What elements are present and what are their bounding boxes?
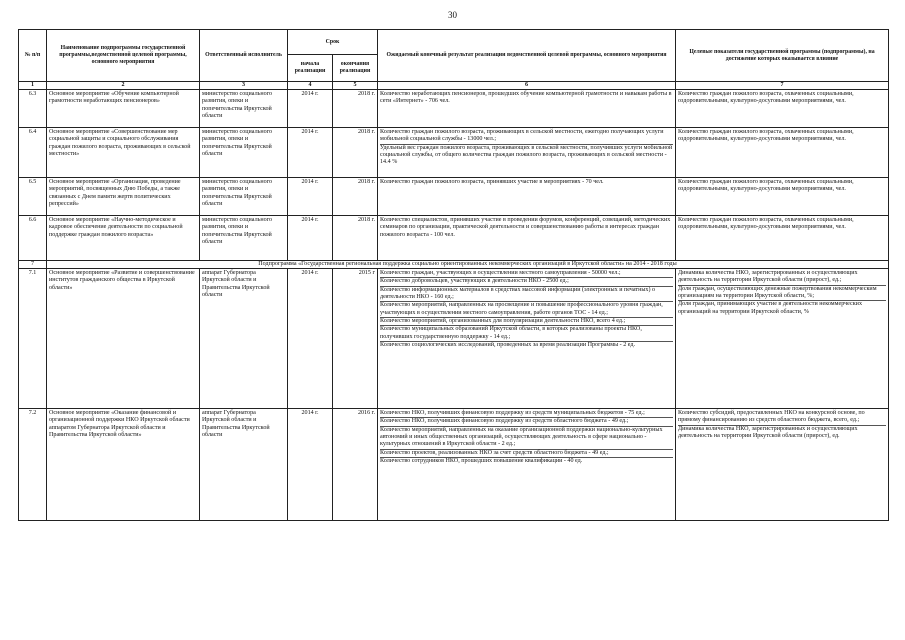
result-line: Количество мероприятий, направленных на оказание организационной поддержки национально-культурных автономий и иных общественных организаций, осуществляющих деятельность в сфере национально - культурных отношений в Иркутской области - 2 ед.; (380, 427, 673, 450)
row-start: 2014 г. (288, 90, 333, 128)
header-name: Наименование подпрограммы государственной программы,ведомственной целевой программы, основного мероприятия (47, 30, 200, 82)
row-end: 2016 г. (333, 409, 378, 521)
column-number: 3 (200, 82, 288, 90)
row-name: Основное мероприятие «Обучение компьютерной грамотности неработающих пенсионеров» (47, 90, 200, 128)
row-executor: министерство социального развития, опеки и попечительства Иркутской области (200, 178, 288, 216)
row-result (378, 178, 676, 216)
result-line: Количество граждан, участвующих в осуществлении местного самоуправления - 50000 чел.; (380, 270, 673, 278)
row-name: Основное мероприятие «Развитие и совершенствование институтов гражданского общества в Иркутской области» (47, 269, 200, 409)
table-row (19, 178, 889, 216)
result-line: Количество социологических исследований, проведенных за время реализации Программы - 2 ед. (380, 341, 636, 348)
row-name: Основное мероприятие «Оказание финансовой и организационной поддержки НКО Иркутской области аппаратом Губернатора Иркутской области и Правительства Иркутской области» (47, 409, 200, 521)
row-number: 7.2 (19, 409, 47, 521)
row-start: 2014 г. (288, 178, 333, 216)
header-executor: Ответственный исполнитель (200, 30, 288, 82)
row-result (378, 409, 676, 521)
row-end: 2018 г. (333, 90, 378, 128)
header-result: Ожидаемый конечный результат реализации ведомственной целевой программы, основного мероприятия (378, 30, 676, 82)
result-line: Количество неработающих пенсионеров, прошедших обучение компьютерной грамотности и навыкам работы в сети «Интернет» - 706 чел. (380, 91, 672, 105)
row-start: 2014 г. (288, 409, 333, 521)
table-row (19, 216, 889, 261)
result-line: Количество информационных материалов в средствах массовой информации (электронных и печатных) о деятельности НКО - 160 ед.; (380, 287, 673, 303)
column-number: 1 (19, 82, 47, 90)
column-number: 7 (676, 82, 889, 90)
row-number: 6.6 (19, 216, 47, 261)
row-start: 2014 г. (288, 269, 333, 409)
row-number: 7.1 (19, 269, 47, 409)
row-targets (676, 409, 889, 521)
target-line: Динамика количества НКО, зарегистрированных и осуществляющих деятельность на территории Иркутской области (прирост), ед.; (678, 270, 886, 286)
row-name: Основное мероприятие «Совершенствование мер социальной защиты и социального обслуживания граждан пожилого возраста, проживающих в сельской местности» (47, 128, 200, 178)
header-targets: Целевые показатели государственной программы (подпрограммы), на достижение которых оказывается влияние (676, 30, 889, 82)
row-name: Основное мероприятие «Организация, проведение мероприятий, посвященных Дню Победы, а также связанных с Днем памяти жертв политических репрессий» (47, 178, 200, 216)
row-start: 2014 г. (288, 128, 333, 178)
page-number: 30 (448, 10, 457, 20)
row-executor: министерство социального развития, опеки и попечительства Иркутской области (200, 128, 288, 178)
row-targets: Количество граждан пожилого возраста, охваченных социальными, оздоровительными, культурно-досуговыми мероприятиями, чел. (676, 90, 889, 128)
header-term: Срок (288, 30, 378, 55)
column-number: 6 (378, 82, 676, 90)
row-targets: Количество граждан пожилого возраста, охваченных социальными, оздоровительными, культурно-досуговыми мероприятиями, чел. (676, 128, 889, 178)
header-num: № п/п (19, 30, 47, 82)
row-number: 6.3 (19, 90, 47, 128)
result-line: Количество сотрудников НКО, прошедших повышение квалификации - 40 ед. (380, 457, 583, 464)
row-name: Основное мероприятие «Научно-методическое и кадровое обеспечение деятельности по социальной поддержке граждан пожилого возраста» (47, 216, 200, 261)
subprogram-row (19, 261, 889, 269)
row-executor: аппарат Губернатора Иркутской области и Правительства Иркутской области (200, 269, 288, 409)
result-line: Удельный вес граждан пожилого возраста, проживающих в сельской местности, получивших услуги мобильной социальной службы, от общего количества граждан пожилого возраста, проживающих в сельской местности - 14.4 % (380, 144, 673, 166)
row-start: 2014 г. (288, 216, 333, 261)
row-executor: министерство социального развития, опеки и попечительства Иркутской области (200, 216, 288, 261)
result-line: Количество граждан пожилого возраста, проживающих в сельской местности, ежегодно получающих услуги мобильной социальной службы - 13000 чел.; (380, 129, 673, 145)
target-line: Доля граждан, осуществляющих денежные пожертвования некоммерческим организациям на территории Иркутской области, %; (678, 286, 886, 302)
table-row (19, 90, 889, 128)
result-line: Количество добровольцев, участвующих в деятельности НКО - 2500 ед.; (380, 278, 673, 286)
result-line: Количество НКО, получивших финансовую поддержку из средств муниципальных бюджетов - 75 ед.; (380, 410, 673, 418)
result-line: Количество проектов, реализованных НКО за счет средств областного бюджета - 49 ед.; (380, 450, 673, 458)
column-number: 2 (47, 82, 200, 90)
row-result (378, 90, 676, 128)
target-line: Динамика количества НКО, зарегистрированных и осуществляющих деятельность на территории Иркутской области (прирост), ед. (678, 425, 858, 439)
row-targets: Количество граждан пожилого возраста, охваченных социальными, оздоровительными, культурно-досуговыми мероприятиями, чел. (676, 216, 889, 261)
target-line: Доля граждан, принимающих участие в деятельности некоммерческих организаций на территории Иркутской области, % (678, 301, 862, 315)
row-result (378, 216, 676, 261)
result-line: Количество граждан пожилого возраста, принявших участие в мероприятиях - 70 чел. (380, 179, 604, 185)
row-result (378, 128, 676, 178)
row-targets (676, 269, 889, 409)
program-table (18, 29, 889, 521)
header-end: окончания реализации (333, 55, 378, 82)
result-line: Количество специалистов, принявших участие в проведении форумов, конференций, совещаний, методических семинаров по организации, практической деятельности и совершенствованию работы в интересах граждан пожилого возраста - 100 чел. (380, 217, 671, 238)
row-end: 2018 г. (333, 216, 378, 261)
result-line: Количество мероприятий, направленных на просвещение и повышение профессионального уровня граждан, участвующих в осуществлении местного самоуправления, работе органов ТОС - 14 ед.; (380, 302, 673, 318)
column-number: 5 (333, 82, 378, 90)
row-end: 2018 г. (333, 128, 378, 178)
result-line: Количество НКО, получивших финансовую поддержку из средств областного бюджета - 49 ед.; (380, 418, 673, 426)
subprogram-number: 7 (19, 261, 47, 269)
row-executor: министерство социального развития, опеки и попечительства Иркутской области (200, 90, 288, 128)
table-row (19, 269, 889, 409)
row-result (378, 269, 676, 409)
column-number: 4 (288, 82, 333, 90)
result-line: Количество мероприятий, организованных для популяризации деятельности НКО, всего 4 ед.; (380, 318, 673, 326)
row-end: 2018 г. (333, 178, 378, 216)
row-number: 6.4 (19, 128, 47, 178)
subprogram-title: Подпрограмма «Государственная региональная поддержка социально ориентированных некоммерческих организаций в Иркутской области» на 2014 - 2018 годы (47, 261, 889, 269)
table-row (19, 409, 889, 521)
row-number: 6.5 (19, 178, 47, 216)
result-line: Количество муниципальных образований Иркутской области, в которых реализованы проекты НКО, получивших государственную поддержку - 14 ед.; (380, 326, 673, 342)
row-end: 2015 г (333, 269, 378, 409)
header-start: начала реализации (288, 55, 333, 82)
row-executor: аппарат Губернатора Иркутской области и Правительства Иркутской области (200, 409, 288, 521)
target-line: Количество субсидий, предоставленных НКО на конкурсной основе, по прямому финансированию из средств областного бюджета, всего, ед.; (678, 410, 886, 426)
table-row (19, 128, 889, 178)
row-targets: Количество граждан пожилого возраста, охваченных социальными, оздоровительными, культурно-досуговыми мероприятиями, чел. (676, 178, 889, 216)
column-numbers-row (19, 82, 889, 90)
